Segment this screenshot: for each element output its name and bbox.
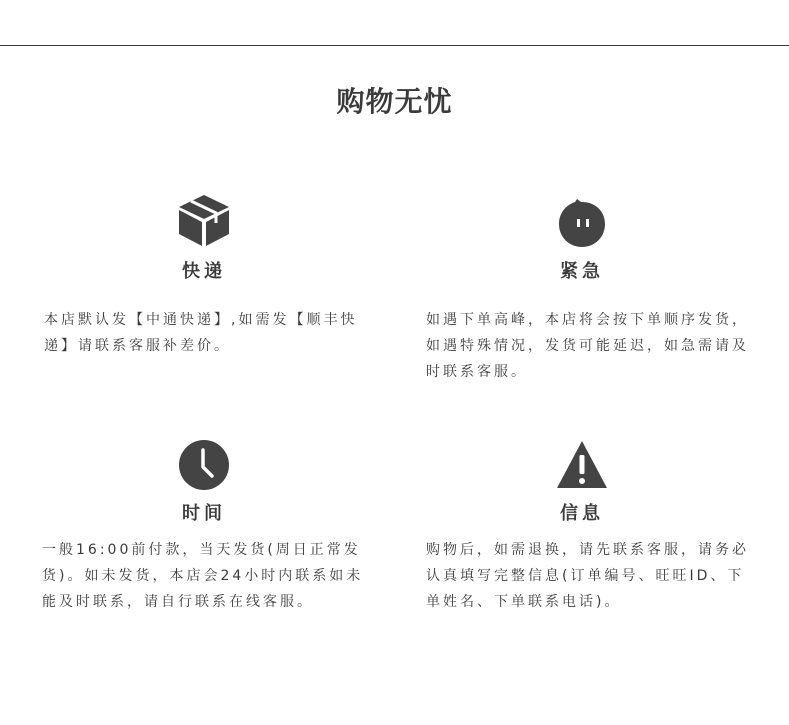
section-body-express: 本店默认发【中通快递】,如需发【顺丰快递】请联系客服补差价。 [44, 312, 358, 354]
package-box-icon [177, 193, 231, 247]
warning-icon [555, 438, 609, 492]
section-body-info: 购物后，如需退换，请先联系客服，请务必认真填写完整信息(订单编号、旺旺ID、下单姓名、下单联系电话)。 [426, 542, 749, 610]
section-title-urgent: 紧急 [560, 261, 604, 282]
section-title-time: 时间 [182, 503, 226, 524]
section-title-express: 快递 [182, 261, 226, 282]
page-title: 购物无忧 [336, 85, 453, 118]
section-title-info: 信息 [560, 503, 604, 524]
section-body-time: 一般16:00前付款，当天发货(周日正常发货)。如未发货，本店会24小时内联系如未能及时联系，请自行联系在线客服。 [42, 542, 364, 610]
top-divider [0, 45, 789, 46]
chat-bubble-icon [555, 197, 609, 251]
clock-icon [177, 438, 231, 492]
section-body-urgent: 如遇下单高峰，本店将会按下单顺序发货，如遇特殊情况，发货可能延迟，如急需请及时联系客服。 [426, 312, 749, 380]
